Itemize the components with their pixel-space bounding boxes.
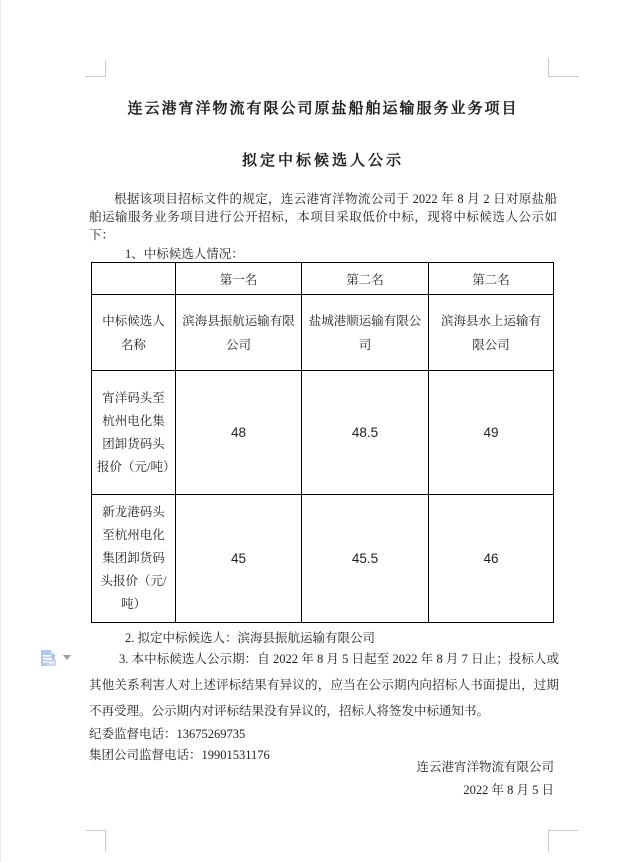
table-row-candidate-names (92, 295, 554, 371)
table-header-row (92, 263, 554, 295)
table-header-cell-third-place: 第二名 (429, 263, 554, 295)
signature-block (89, 756, 554, 802)
section-2-text: 2. 拟定中标候选人：滨海县振航运输有限公司 (125, 631, 376, 645)
issuer-name: 连云港宵洋物流有限公司 (416, 760, 554, 774)
margin-crop-mark-top-left (86, 60, 106, 77)
margin-crop-mark-top-right (548, 58, 578, 77)
margin-crop-mark-bottom-left (86, 830, 106, 852)
row-label-candidate-name: 中标候选人名称 (92, 295, 176, 371)
section-1-heading: 1、中标候选人情况： (125, 247, 244, 261)
section-3-text: 3. 本中标候选人公示期：自 2022 年 8 月 5 日起至 2022 年 8 月 7 日止；投标人或其他关系利害人对上述评标结果有异议的，应当在公示期内向招标人书面提出，过期不再受理。公示期内对评标结果没有异议的，招标人将签发中标通知书。 (89, 652, 559, 718)
candidate-name-2: 盐城港顺运输有限公司 (302, 295, 429, 371)
chevron-down-icon[interactable] (63, 655, 71, 660)
group-phone-line: 集团公司监督电话：19901531176 (89, 748, 270, 762)
table-header-cell-first-place: 第一名 (176, 263, 302, 295)
row-label-price-xinlonggang: 新龙港码头至杭州电化集团卸货码头报价（元/吨） (92, 495, 176, 623)
document-subtitle: 拟定中标候选人公示 (241, 153, 404, 169)
price-xinlonggang-1: 45 (176, 495, 302, 623)
intro-paragraph: 根据该项目招标文件的规定，连云港宵洋物流公司于 2022 年 8 月 2 日对原盐船舶运输服务业务项目进行公开招标，本项目采取低价中标，现将中标候选人公示如下： (89, 192, 557, 242)
candidate-name-1: 滨海县振航运输有限公司 (176, 295, 302, 371)
table-header-cell-second-place: 第二名 (302, 263, 429, 295)
issue-date: 2022 年 8 月 5 日 (463, 783, 554, 797)
price-xiaoyang-3: 49 (429, 371, 554, 495)
candidate-name-3: 滨海县水上运输有限公司 (429, 295, 554, 371)
paste-options-button[interactable] (39, 648, 73, 670)
price-xinlonggang-2: 45.5 (302, 495, 429, 623)
bid-candidates-table (91, 262, 554, 623)
price-xiaoyang-2: 48.5 (302, 371, 429, 495)
discipline-phone-line: 纪委监督电话：13675269735 (89, 727, 246, 741)
price-xinlonggang-3: 46 (429, 495, 554, 623)
table-row-price-xiaoyang (92, 371, 554, 495)
row-label-price-xiaoyang: 宵洋码头至杭州电化集团卸货码头报价（元/吨） (92, 371, 176, 495)
document-title: 连云港宵洋物流有限公司原盐船舶运输服务业务项目 (127, 101, 519, 117)
table-header-cell-blank (92, 263, 176, 295)
intro-block (89, 190, 557, 263)
margin-crop-mark-bottom-right (548, 830, 578, 852)
price-xiaoyang-1: 48 (176, 371, 302, 495)
table-row-price-xinlonggang (92, 495, 554, 623)
